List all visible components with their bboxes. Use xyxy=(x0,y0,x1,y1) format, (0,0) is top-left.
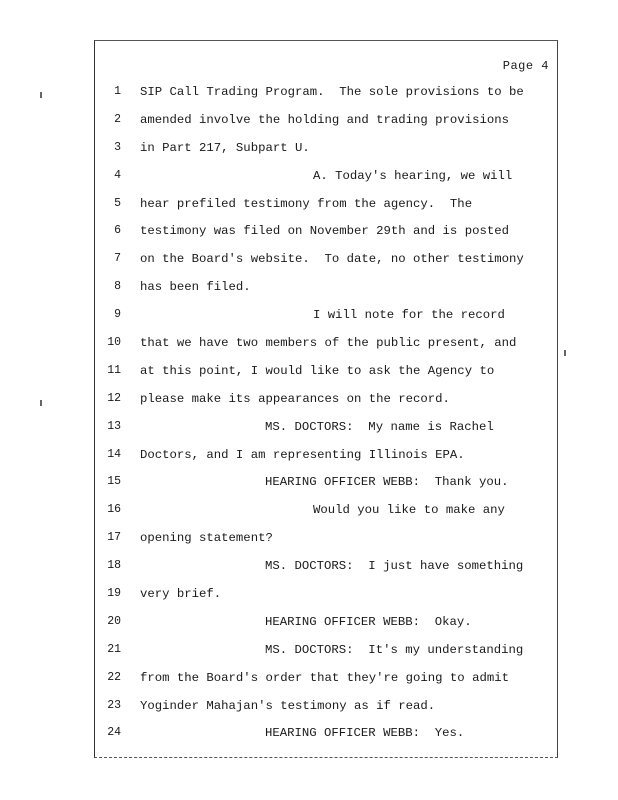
line-text: SIP Call Trading Program. The sole provisions to be xyxy=(140,85,524,99)
line-number: 22 xyxy=(107,670,121,684)
line-number: 19 xyxy=(107,587,121,601)
line-text: opening statement? xyxy=(140,531,273,546)
line-text: A. Today's hearing, we will xyxy=(313,168,513,183)
line-text: testimony was filed on November 29th and is posted xyxy=(140,224,509,239)
transcript-line xyxy=(95,168,557,196)
line-number: 20 xyxy=(107,614,121,628)
line-text: amended involve the holding and trading provisions xyxy=(140,112,509,127)
line-text: very brief. xyxy=(140,587,222,602)
transcript-line xyxy=(95,307,557,335)
transcript-line xyxy=(95,642,557,670)
line-number: 13 xyxy=(107,419,121,433)
transcript-line xyxy=(95,84,557,112)
transcript-line xyxy=(95,614,557,642)
transcript-line xyxy=(95,335,557,363)
line-number: 15 xyxy=(107,475,121,489)
line-text: on the Board's website. To date, no other testimony xyxy=(140,252,524,267)
line-number: 17 xyxy=(107,531,121,545)
transcript-line xyxy=(95,502,557,530)
transcript-lines xyxy=(95,84,557,753)
line-number: 8 xyxy=(114,280,121,294)
transcript-line xyxy=(95,530,557,558)
line-text: that we have two members of the public present, and xyxy=(140,336,517,351)
line-number: 24 xyxy=(107,726,121,740)
line-text: HEARING OFFICER WEBB: Yes. xyxy=(265,726,465,741)
line-number: 5 xyxy=(114,196,121,210)
scan-mark xyxy=(564,350,566,356)
line-text: Yoginder Mahajan's testimony as if read. xyxy=(140,698,436,713)
line-number: 1 xyxy=(114,85,121,98)
transcript-line xyxy=(95,391,557,419)
line-number: 16 xyxy=(107,503,121,517)
transcript-line xyxy=(95,140,557,168)
line-number: 3 xyxy=(114,140,121,154)
line-text: Would you like to make any xyxy=(313,503,505,518)
line-text: MS. DOCTORS: It's my understanding xyxy=(265,642,524,657)
transcript-line xyxy=(95,558,557,586)
transcript-line xyxy=(95,725,557,753)
transcript-line xyxy=(95,586,557,614)
line-number: 21 xyxy=(107,642,121,656)
line-number: 18 xyxy=(107,559,121,573)
transcript-line xyxy=(95,251,557,279)
line-text: from the Board's order that they're going to admit xyxy=(140,670,509,685)
line-text: MS. DOCTORS: I just have something xyxy=(265,559,524,574)
line-text: hear prefiled testimony from the agency. The xyxy=(140,196,473,211)
line-text: please make its appearances on the record. xyxy=(140,391,450,406)
transcript-line xyxy=(95,698,557,726)
line-number: 7 xyxy=(114,252,121,266)
scan-mark xyxy=(40,400,42,406)
line-number: 6 xyxy=(114,224,121,238)
line-number: 4 xyxy=(114,168,121,182)
scan-mark xyxy=(40,92,42,98)
transcript-line xyxy=(95,447,557,475)
line-number: 9 xyxy=(114,308,121,322)
line-number: 14 xyxy=(107,447,121,461)
line-number: 23 xyxy=(107,698,121,712)
transcript-line xyxy=(95,670,557,698)
page-number: Page 4 xyxy=(502,59,549,73)
line-text: in Part 217, Subpart U. xyxy=(140,140,310,155)
line-number: 10 xyxy=(107,336,121,350)
line-text: I will note for the record xyxy=(313,308,505,323)
line-number: 12 xyxy=(107,391,121,405)
line-text: MS. DOCTORS: My name is Rachel xyxy=(265,419,494,434)
line-text: HEARING OFFICER WEBB: Thank you. xyxy=(265,475,509,490)
transcript-page xyxy=(94,40,558,758)
line-number: 11 xyxy=(107,363,121,377)
line-text: Doctors, and I am representing Illinois EPA. xyxy=(140,447,465,462)
line-text: has been filed. xyxy=(140,280,251,295)
line-text: HEARING OFFICER WEBB: Okay. xyxy=(265,614,472,629)
line-number: 2 xyxy=(114,112,121,126)
transcript-line xyxy=(95,363,557,391)
transcript-line xyxy=(95,279,557,307)
transcript-line xyxy=(95,223,557,251)
transcript-line xyxy=(95,419,557,447)
transcript-line xyxy=(95,474,557,502)
transcript-line xyxy=(95,112,557,140)
line-text: at this point, I would like to ask the Agency to xyxy=(140,363,495,378)
transcript-line xyxy=(95,196,557,224)
